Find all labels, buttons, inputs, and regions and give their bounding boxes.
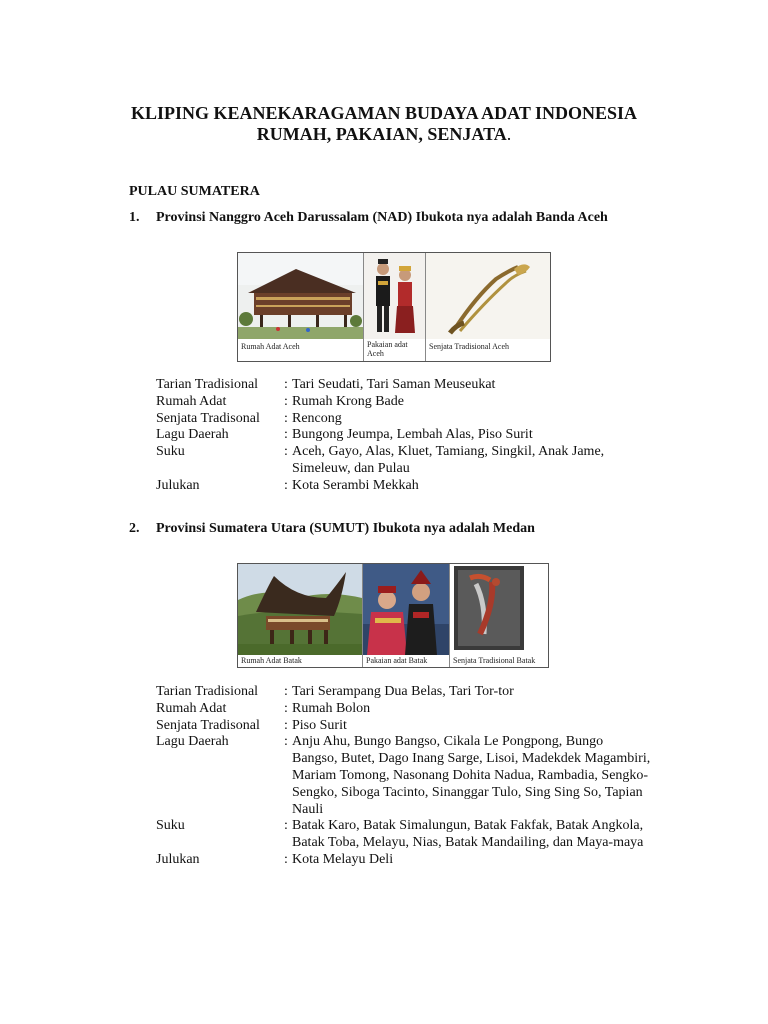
info-row: Rumah Adat : Rumah Bolon bbox=[156, 701, 652, 718]
info-label: Senjata Tradisonal bbox=[156, 717, 260, 733]
info-label: Senjata Tradisonal bbox=[156, 410, 260, 426]
info-value: Piso Surit bbox=[292, 717, 347, 733]
province-2-caption-1: Rumah Adat Batak bbox=[241, 656, 302, 665]
info-label: Rumah Adat bbox=[156, 393, 227, 409]
info-value: Kota Melayu Deli bbox=[292, 851, 394, 867]
province-1-caption-3: Senjata Tradisional Aceh bbox=[429, 342, 509, 351]
title-line-2-text: RUMAH, PAKAIAN, SENJATA bbox=[256, 124, 507, 144]
info-value: Aceh, Gayo, Alas, Kluet, Tamiang, Singkil, Anak Jame, Simeleuw, dan Pulau bbox=[292, 444, 605, 476]
province-2-heading bbox=[129, 521, 535, 537]
rumah-adat-batak-image bbox=[238, 564, 362, 667]
info-value: Rencong bbox=[292, 410, 342, 426]
info-label: Tarian Tradisional bbox=[156, 684, 259, 699]
pakaian-adat-aceh-image bbox=[364, 253, 425, 361]
info-value: Kota Serambi Mekkah bbox=[292, 477, 419, 493]
info-value: Anju Ahu, Bungo Bangso, Cikala Le Pongpong, Bungo Bangso, Butet, Dago Inang Sarge, Lisoi, Madekdek Magambiri, Mariam Tomong, Nasonang Dohita Nadua, Rambadia, Sengko-Sengko, Siboga Tacinto, Sinanggar Tulo, Sing Sing So, Tapian Nauli bbox=[292, 734, 651, 817]
info-value: Tari Seudati, Tari Saman Meuseukat bbox=[292, 377, 496, 392]
province-1-figure bbox=[237, 252, 551, 362]
province-2-info bbox=[156, 684, 652, 869]
info-value: Bungong Jeumpa, Lembah Alas, Piso Surit bbox=[292, 427, 533, 443]
info-label: Lagu Daerah bbox=[156, 734, 229, 750]
info-value: Batak Karo, Batak Simalungun, Batak Fakfak, Batak Angkola, Batak Toba, Melayu, Nias, Batak Mandailing, dan Maya-maya bbox=[292, 818, 644, 851]
title-line-2-period: . bbox=[506, 124, 512, 144]
info-row: Lagu Daerah : Anju Ahu, Bungo Bangso, Cikala Le Pongpong, Bungo Bangso, Butet, Dago Inang Sarge, Lisoi, Madekdek Magambiri, Mariam Tomong, Nasonang Dohita Nadua, Rambadia, Sengko-Sengko, Siboga Tacinto, Sinanggar Tulo, Sing Sing So, Tapian Nauli bbox=[156, 734, 651, 817]
info-row: Julukan : Kota Serambi Mekkah bbox=[156, 478, 652, 495]
province-2-number: 2. bbox=[129, 521, 140, 536]
info-value: Tari Serampang Dua Belas, Tari Tor-tor bbox=[292, 684, 514, 699]
province-2-title: Provinsi Sumatera Utara (SUMUT) Ibukota nya adalah Medan bbox=[156, 521, 535, 536]
info-value: Rumah Bolon bbox=[292, 700, 371, 716]
document-title bbox=[0, 103, 768, 145]
info-label: Tarian Tradisional bbox=[156, 377, 259, 392]
province-1-heading bbox=[129, 210, 608, 226]
info-row: Senjata Tradisonal : Rencong bbox=[156, 411, 652, 428]
info-row: Suku : Batak Karo, Batak Simalungun, Batak Fakfak, Batak Angkola, Batak Toba, Melayu, Nias, Batak Mandailing, dan Maya-maya bbox=[156, 818, 652, 852]
province-2-figure bbox=[237, 563, 549, 668]
info-row: Rumah Adat : Rumah Krong Bade bbox=[156, 394, 652, 411]
province-1-caption-2: Pakaian adat Aceh bbox=[367, 340, 408, 358]
info-label: Suku bbox=[156, 818, 185, 834]
info-label: Suku bbox=[156, 444, 185, 460]
pakaian-adat-batak-image bbox=[363, 564, 449, 667]
title-line-2 bbox=[0, 124, 768, 145]
province-1-title: Provinsi Nanggro Aceh Darussalam (NAD) Ibukota nya adalah Banda Aceh bbox=[156, 210, 608, 225]
province-1-caption-1: Rumah Adat Aceh bbox=[241, 342, 300, 351]
senjata-aceh-image bbox=[426, 253, 550, 361]
info-row: Lagu Daerah : Bungong Jeumpa, Lembah Alas, Piso Surit bbox=[156, 427, 652, 444]
province-1-number: 1. bbox=[129, 210, 140, 225]
info-row: Tarian Tradisional : Tari Seudati, Tari Saman Meuseukat bbox=[156, 377, 652, 394]
info-row: Senjata Tradisonal : Piso Surit bbox=[156, 718, 652, 735]
senjata-batak-image bbox=[450, 564, 548, 667]
info-row: Suku : Aceh, Gayo, Alas, Kluet, Tamiang, Singkil, Anak Jame, Simeleuw, dan Pulau bbox=[156, 444, 652, 478]
title-line-1: KLIPING KEANEKARAGAMAN BUDAYA ADAT INDONESIA bbox=[130, 103, 638, 123]
section-heading: PULAU SUMATERA bbox=[129, 184, 260, 199]
info-row: Julukan : Kota Melayu Deli bbox=[156, 852, 652, 869]
info-row: Tarian Tradisional : Tari Serampang Dua Belas, Tari Tor-tor bbox=[156, 684, 652, 701]
info-label: Lagu Daerah bbox=[156, 427, 229, 443]
province-2-caption-3: Senjata Tradisional Batak bbox=[453, 656, 536, 665]
info-label: Julukan bbox=[156, 477, 200, 493]
province-2-caption-2: Pakaian adat Batak bbox=[366, 656, 428, 665]
info-value: Rumah Krong Bade bbox=[292, 393, 404, 409]
rumah-adat-aceh-image bbox=[238, 253, 363, 361]
info-label: Julukan bbox=[156, 851, 200, 867]
province-1-info bbox=[156, 377, 652, 495]
info-label: Rumah Adat bbox=[156, 700, 227, 716]
